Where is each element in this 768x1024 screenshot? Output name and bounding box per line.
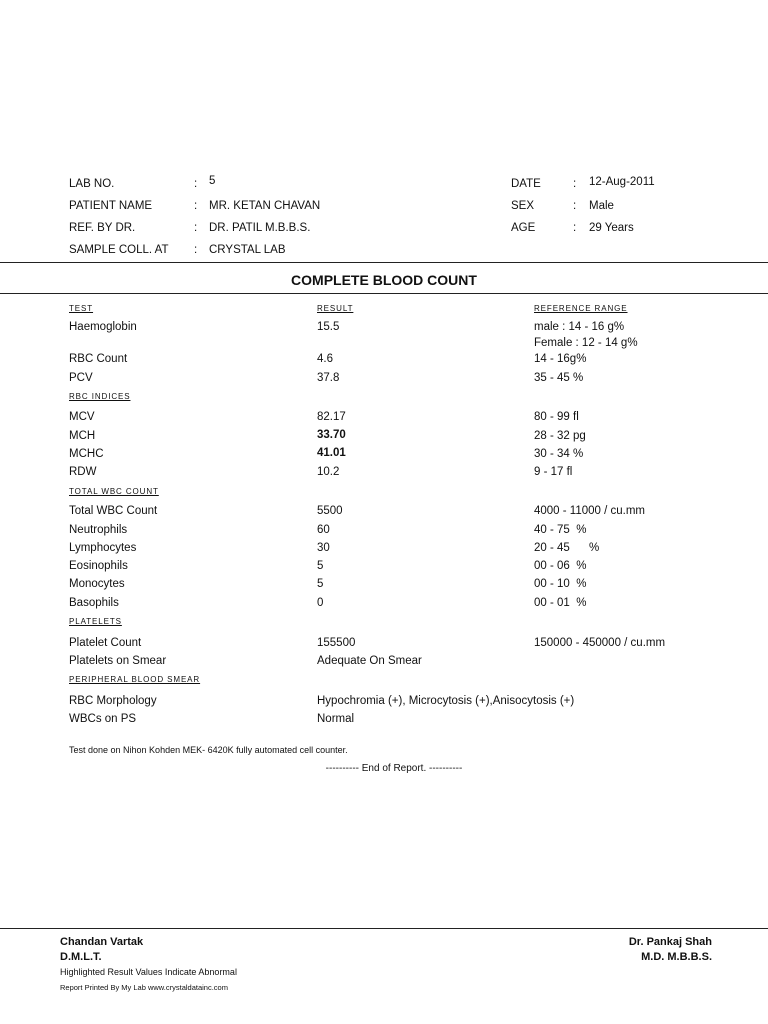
technician-name: Chandan Vartak <box>60 936 144 948</box>
column-header-test: TEST <box>69 304 94 313</box>
report-title: COMPLETE BLOOD COUNT <box>291 272 477 288</box>
reference-range: 20 - 45 % <box>534 542 600 554</box>
date-label: DATE <box>511 178 541 190</box>
highlight-note: Highlighted Result Values Indicate Abnormal <box>60 967 237 977</box>
reference-range: Female : 12 - 14 g% <box>534 337 638 349</box>
test-name: Eosinophils <box>69 560 128 572</box>
test-result: 5 <box>317 560 324 572</box>
technician-qualification: D.M.L.T. <box>60 951 102 963</box>
sex-value: Male <box>589 200 614 212</box>
test-result: 30 <box>317 542 330 554</box>
test-result: 155500 <box>317 637 356 649</box>
test-result: 4.6 <box>317 353 333 365</box>
printed-by: Report Printed By My Lab www.crystaldatainc.com <box>60 983 228 992</box>
doctor-qualification: M.D. M.B.B.S. <box>641 951 712 963</box>
test-result: 10.2 <box>317 466 340 478</box>
colon: : <box>573 200 577 212</box>
test-result: Normal <box>317 713 355 725</box>
section-heading: TOTAL WBC COUNT <box>69 487 159 496</box>
section-heading: PLATELETS <box>69 617 122 626</box>
test-name: MCHC <box>69 448 104 460</box>
divider <box>0 928 768 929</box>
test-result: 5500 <box>317 505 343 517</box>
test-result: Adequate On Smear <box>317 655 422 667</box>
test-name: Basophils <box>69 597 119 609</box>
test-name: WBCs on PS <box>69 713 137 725</box>
test-result-abnormal: 33.70 <box>317 429 346 441</box>
reference-range: 30 - 34 % <box>534 448 584 460</box>
sample-label: SAMPLE COLL. AT <box>69 244 169 256</box>
test-result: 0 <box>317 597 324 609</box>
reference-range: 28 - 32 pg <box>534 430 586 442</box>
reference-range: 00 - 01 % <box>534 597 587 609</box>
column-header-result: RESULT <box>317 304 354 313</box>
test-name: Total WBC Count <box>69 505 158 517</box>
test-result-abnormal: 41.01 <box>317 447 346 459</box>
reference-range: 14 - 16g% <box>534 353 587 365</box>
colon: : <box>573 222 577 234</box>
sample-value: CRYSTAL LAB <box>209 244 286 256</box>
reference-range: 80 - 99 fl <box>534 411 579 423</box>
end-of-report: ---------- End of Report. ---------- <box>325 763 463 774</box>
patient-name-value: MR. KETAN CHAVAN <box>209 200 321 212</box>
reference-range: 150000 - 450000 / cu.mm <box>534 637 666 649</box>
test-result: 15.5 <box>317 321 340 333</box>
reference-range: 35 - 45 % <box>534 372 584 384</box>
test-name: Haemoglobin <box>69 321 137 333</box>
test-result: 60 <box>317 524 330 536</box>
ref-by-value: DR. PATIL M.B.B.S. <box>209 222 311 234</box>
column-header-range: REFERENCE RANGE <box>534 304 628 313</box>
test-name: Platelets on Smear <box>69 655 167 667</box>
colon: : <box>194 200 198 212</box>
patient-name-label: PATIENT NAME <box>69 200 153 212</box>
test-name: Lymphocytes <box>69 542 137 554</box>
colon: : <box>194 244 198 256</box>
test-name: RBC Morphology <box>69 695 157 707</box>
instrument-note: Test done on Nihon Kohden MEK- 6420K fully automated cell counter. <box>69 745 348 755</box>
reference-range: 4000 - 11000 / cu.mm <box>534 505 646 517</box>
reference-range: 00 - 06 % <box>534 560 587 572</box>
colon: : <box>194 222 198 234</box>
test-name: Neutrophils <box>69 524 128 536</box>
lab-no-value: 5 <box>209 175 216 187</box>
colon: : <box>573 178 577 190</box>
section-heading: PERIPHERAL BLOOD SMEAR <box>69 675 201 684</box>
test-name: RDW <box>69 466 97 478</box>
age-value: 29 Years <box>589 222 634 234</box>
test-name: MCV <box>69 411 95 423</box>
section-heading: RBC INDICES <box>69 392 131 401</box>
age-label: AGE <box>511 222 536 234</box>
reference-range: male : 14 - 16 g% <box>534 321 625 333</box>
reference-range: 40 - 75 % <box>534 524 587 536</box>
date-value: 12-Aug-2011 <box>589 176 655 188</box>
test-name: RBC Count <box>69 353 128 365</box>
test-name: Monocytes <box>69 578 125 590</box>
test-result: 37.8 <box>317 372 340 384</box>
divider <box>0 293 768 294</box>
colon: : <box>194 178 198 190</box>
test-result: Hypochromia (+), Microcytosis (+),Anisocytosis (+) <box>317 695 575 707</box>
divider <box>0 262 768 263</box>
reference-range: 00 - 10 % <box>534 578 587 590</box>
test-name: MCH <box>69 430 96 442</box>
sex-label: SEX <box>511 200 535 212</box>
ref-by-label: REF. BY DR. <box>69 222 136 234</box>
test-result: 82.17 <box>317 411 346 423</box>
test-name: Platelet Count <box>69 637 142 649</box>
test-result: 5 <box>317 578 324 590</box>
lab-no-label: LAB NO. <box>69 178 115 190</box>
test-name: PCV <box>69 372 93 384</box>
reference-range: 9 - 17 fl <box>534 466 573 478</box>
doctor-name: Dr. Pankaj Shah <box>628 936 712 948</box>
